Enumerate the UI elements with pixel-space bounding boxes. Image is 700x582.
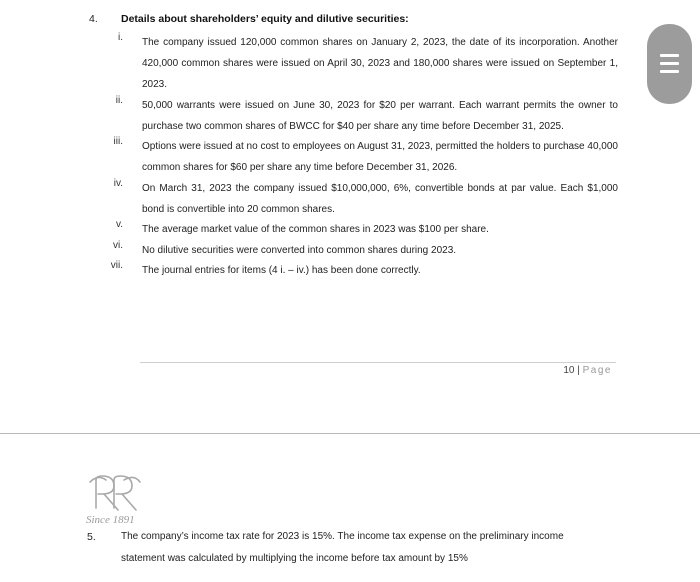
handle-bar-icon — [660, 54, 679, 57]
page-number-word: Page — [582, 365, 612, 376]
list-item-text: On March 31, 2023 the company issued $10,000,000, 6%, convertible bonds at par value. Each $1,000 bond is convertible into 20 common shares. — [142, 183, 618, 215]
monogram-logo-icon — [84, 472, 154, 516]
list-item-numeral: vii. — [110, 260, 123, 271]
logo-since-text: Since 1891 — [86, 514, 135, 526]
list-item-numeral: iv. — [113, 178, 123, 189]
handle-bar-icon — [660, 70, 679, 73]
list-item-numeral: vi. — [113, 240, 123, 251]
section-5-number: 5. — [87, 531, 96, 543]
page-number — [540, 365, 612, 376]
section-5-text: The company’s income tax rate for 2023 is 15%. The income tax expense on the preliminary income statement was calculated by multiplying the income before tax amount by 15% — [121, 531, 564, 564]
page-break-divider — [0, 433, 700, 434]
page-number-separator: | — [577, 365, 580, 376]
list-item-numeral: v. — [115, 219, 123, 230]
footer-rule — [140, 362, 616, 363]
list-item-text: The average market value of the common shares in 2023 was $100 per share. — [142, 224, 489, 235]
drag-handle[interactable] — [647, 24, 692, 104]
list-item-numeral: i. — [118, 32, 123, 43]
list-item-text: Options were issued at no cost to employees on August 31, 2023, permitted the holders to purchase 40,000 common shares for $60 per share any time before December 31, 2026. — [142, 141, 618, 173]
list-item-text: The company issued 120,000 common shares on January 2, 2023, the date of its incorporation. Another 420,000 common shares were issued on April 30, 2023 and 180,000 shares were issued on September 1, 2023. — [142, 37, 618, 90]
list-item-text: 50,000 warrants were issued on June 30, 2023 for $20 per warrant. Each warrant permits the owner to purchase two common shares of BWCC for $40 per share any time before December 31, 2025. — [142, 100, 618, 132]
section-4-heading: Details about shareholders’ equity and dilutive securities: — [121, 13, 409, 25]
section-4-number: 4. — [89, 13, 98, 25]
page-number-value: 10 — [563, 365, 575, 376]
list-item-numeral: ii. — [115, 95, 123, 106]
list-item-text: The journal entries for items (4 i. – iv.) has been done correctly. — [142, 265, 421, 276]
list-item-text: No dilutive securities were converted into common shares during 2023. — [142, 245, 457, 256]
list-item-numeral: iii. — [113, 136, 123, 147]
handle-bar-icon — [660, 62, 679, 65]
